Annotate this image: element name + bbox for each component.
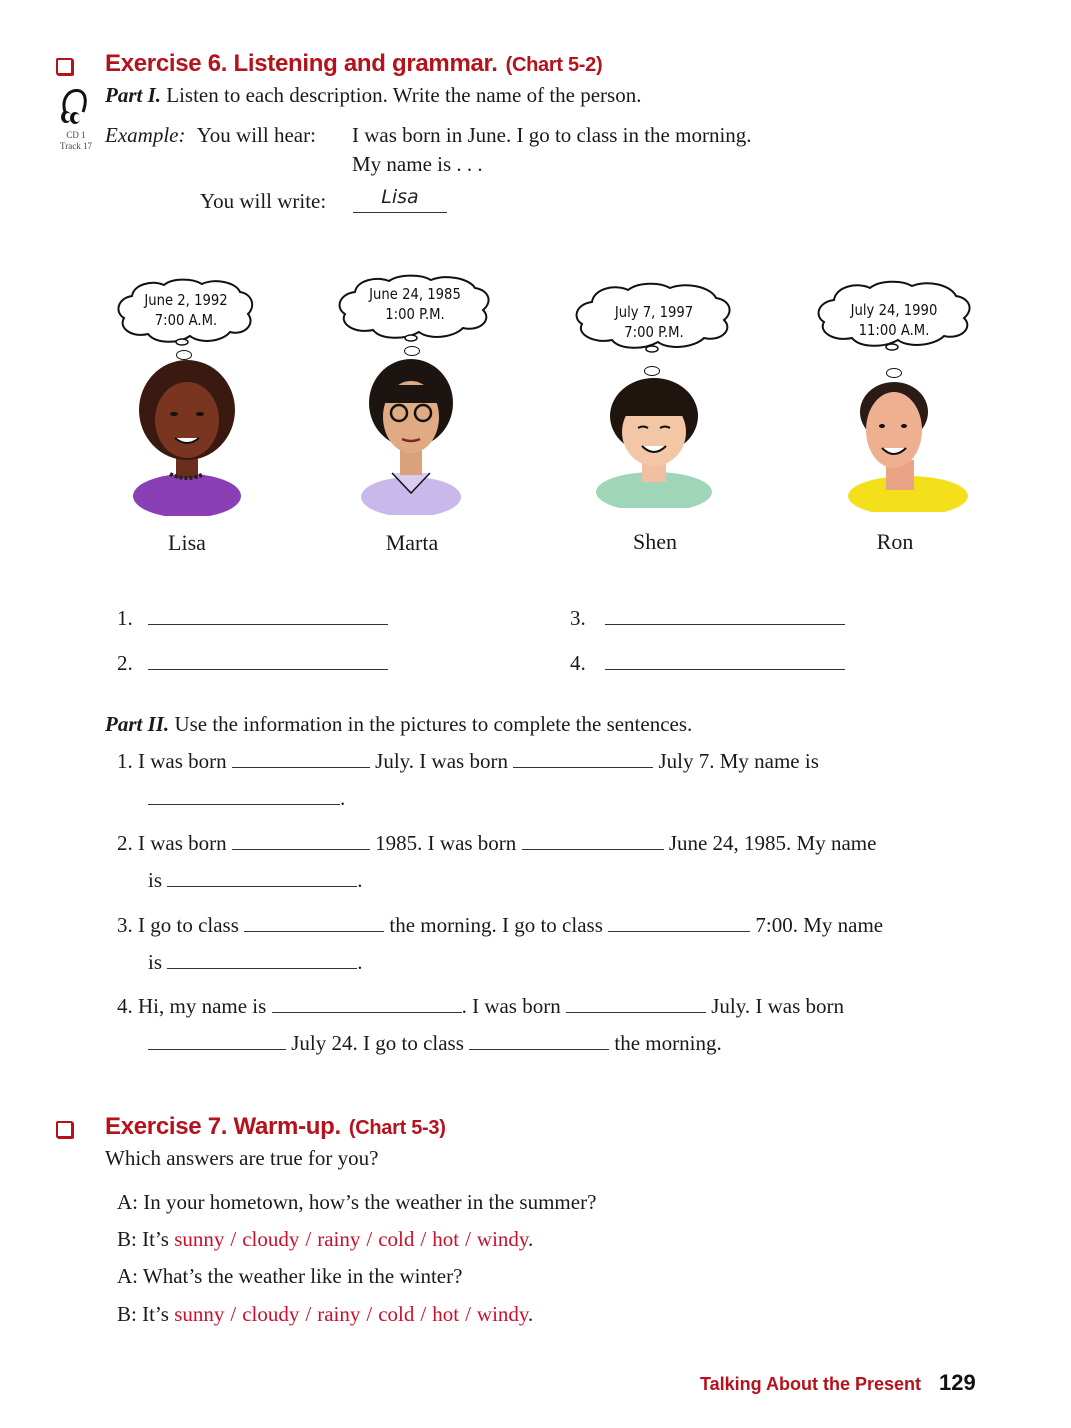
example-answer-field (353, 186, 447, 213)
dialog-line-3 (117, 1264, 462, 1289)
option-rainy[interactable]: rainy (317, 1302, 361, 1326)
dialog-text: In your hometown, how’s the weather in the summer? (143, 1190, 597, 1214)
answer-1-field[interactable] (148, 624, 388, 625)
option-cloudy[interactable]: cloudy (242, 1227, 300, 1251)
blank-field[interactable] (167, 885, 357, 887)
exercise-7-chart-ref: (Chart 5-3) (348, 1117, 446, 1139)
item-number: 1. (117, 749, 133, 773)
lisa-birth-date: June 2, 1992 (144, 291, 228, 309)
dialog-line-4: B: It’s sunny / cloudy / rainy / cold / hot / windy. (117, 1302, 534, 1326)
example-label: Example: (105, 123, 186, 147)
option-cold[interactable]: cold (378, 1227, 415, 1251)
sentence-fragment: 1985. I was born (375, 831, 517, 855)
part-2-item-1 (117, 749, 819, 774)
portrait-ron (846, 380, 968, 512)
track-number: Track 17 (60, 141, 92, 151)
option-windy[interactable]: windy (476, 1227, 529, 1251)
blank-field[interactable] (608, 930, 750, 932)
shen-birth-time: 7:00 P.M. (624, 323, 684, 341)
you-will-hear-label: You will hear: (196, 123, 316, 147)
person-name-marta: Marta (385, 530, 439, 555)
sentence-fragment: . (357, 950, 363, 974)
option-sunny[interactable]: sunny (174, 1227, 225, 1251)
sentence-fragment: the morning. I go to class (389, 913, 603, 937)
thought-bubble-ron (812, 280, 976, 352)
dialog-text: It’s (142, 1302, 169, 1326)
part-2-instruction-line (105, 712, 692, 737)
exercise-7-instruction: Which answers are true for you? (105, 1146, 379, 1170)
blank-field[interactable] (148, 803, 340, 805)
speaker-label: B: (117, 1227, 137, 1251)
dialog-line-1 (117, 1190, 596, 1215)
sentence-fragment: is (148, 950, 163, 974)
option-hot[interactable]: hot (432, 1227, 460, 1251)
speaker-label: A: (117, 1264, 138, 1288)
part-2-item-1-cont (148, 786, 345, 811)
marta-birth-time: 1:00 P.M. (385, 305, 445, 323)
page-footer (700, 1370, 976, 1396)
hear-line-1: I was born in June. I go to class in the morning. (352, 123, 752, 147)
item-number: 4. (117, 994, 133, 1018)
period: . (528, 1227, 534, 1251)
marta-birth-date: June 24, 1985 (369, 285, 461, 303)
answer-4-field[interactable] (605, 669, 845, 670)
part-2-item-3-cont (148, 950, 363, 975)
thought-dot (886, 368, 902, 378)
period: . (528, 1302, 534, 1326)
sentence-fragment: July. I was born (375, 749, 508, 773)
option-sunny[interactable]: sunny (174, 1302, 225, 1326)
part-1-label: Part I. (105, 83, 162, 107)
sentence-fragment: July 7. My name is (658, 749, 819, 773)
sentence-fragment: June 24, 1985. My name (668, 831, 877, 855)
answer-2-number: 2. (117, 651, 133, 675)
lisa-birth-time: 7:00 A.M. (154, 311, 218, 329)
blank-field[interactable] (272, 1011, 462, 1013)
answer-3-field[interactable] (605, 624, 845, 625)
person-name-shen: Shen (633, 529, 677, 554)
exercise-6-chart-ref: (Chart 5-2) (505, 54, 603, 76)
blank-field[interactable] (513, 766, 653, 768)
exercise-7-checkbox[interactable] (56, 1121, 73, 1138)
sentence-fragment: I was born (138, 831, 227, 855)
you-will-write-label: You will write: (200, 189, 327, 213)
audio-track-label (52, 130, 100, 152)
dialog-text: It’s (142, 1227, 169, 1251)
answer-4-number: 4. (570, 651, 586, 675)
chapter-title: Talking About the Present (700, 1374, 922, 1394)
option-rainy[interactable]: rainy (317, 1227, 361, 1251)
item-number: 2. (117, 831, 133, 855)
sentence-fragment: July. I was born (711, 994, 845, 1018)
blank-field[interactable] (148, 1048, 286, 1050)
option-cold[interactable]: cold (378, 1302, 415, 1326)
blank-field[interactable] (232, 766, 370, 768)
blank-field[interactable] (469, 1048, 609, 1050)
portrait-marta (352, 355, 470, 515)
sentence-fragment: the morning. (614, 1031, 722, 1055)
speaker-label: B: (117, 1302, 137, 1326)
example-answer: Lisa (381, 186, 419, 208)
cd-number: CD 1 (66, 130, 86, 140)
thought-dot (644, 366, 660, 376)
person-name-lisa: Lisa (168, 530, 206, 555)
option-windy[interactable]: windy (476, 1302, 529, 1326)
part-2-item-4-cont (148, 1031, 722, 1056)
part-2-item-2-cont (148, 868, 363, 893)
example-line (105, 123, 316, 148)
sentence-fragment: . (340, 786, 346, 810)
sentence-fragment: . (357, 868, 363, 892)
sentence-fragment: I go to class (138, 913, 239, 937)
answer-1-number: 1. (117, 606, 133, 630)
sentence-fragment: Hi, my name is (138, 994, 267, 1018)
answer-2-field[interactable] (148, 669, 388, 670)
blank-field[interactable] (522, 848, 664, 850)
option-cloudy[interactable]: cloudy (242, 1302, 300, 1326)
exercise-6-checkbox[interactable] (56, 58, 73, 75)
blank-field[interactable] (244, 930, 384, 932)
dialog-line-2: B: It’s sunny / cloudy / rainy / cold / hot / windy. (117, 1227, 534, 1251)
hear-line-2: My name is . . . (352, 152, 483, 176)
thought-bubble-lisa (112, 278, 260, 348)
part-2-item-3 (117, 913, 883, 938)
page-number: 129 (939, 1370, 976, 1395)
item-number: 3. (117, 913, 133, 937)
blank-field[interactable] (566, 1011, 706, 1013)
headphones-icon[interactable] (56, 86, 90, 126)
part-2-item-4 (117, 994, 844, 1019)
sentence-fragment: July 24. I go to class (291, 1031, 464, 1055)
part-2-label: Part II. (105, 712, 170, 736)
answer-3-number: 3. (570, 606, 586, 630)
part-2-item-2 (117, 831, 876, 856)
exercise-7-title (105, 1113, 446, 1141)
part-2-instruction: Use the information in the pictures to complete the sentences. (174, 712, 693, 736)
speaker-label: A: (117, 1190, 138, 1214)
blank-field[interactable] (167, 967, 357, 969)
sentence-fragment: . I was born (461, 994, 561, 1018)
shen-birth-date: July 7, 1997 (614, 303, 694, 321)
part-1-instruction: Listen to each description. Write the name of the person. (166, 83, 642, 107)
exercise-6-title-text: Exercise 6. Listening and grammar. (105, 50, 498, 77)
blank-field[interactable] (232, 848, 370, 850)
ron-birth-date: July 24, 1990 (850, 301, 938, 319)
portrait-shen (596, 376, 720, 508)
thought-bubble-marta (333, 274, 497, 344)
exercise-7-title-text: Exercise 7. Warm-up. (105, 1113, 341, 1140)
ron-birth-time: 11:00 A.M. (858, 321, 930, 339)
option-hot[interactable]: hot (432, 1302, 460, 1326)
dialog-text: What’s the weather like in the winter? (142, 1264, 463, 1288)
thought-bubble-shen (570, 282, 738, 354)
exercise-6-title (105, 50, 602, 78)
portrait-lisa (128, 358, 246, 516)
part-1-instruction-line (105, 83, 641, 108)
sentence-fragment: 7:00. My name (755, 913, 884, 937)
person-name-ron: Ron (876, 529, 914, 554)
sentence-fragment: is (148, 868, 163, 892)
sentence-fragment: I was born (138, 749, 227, 773)
